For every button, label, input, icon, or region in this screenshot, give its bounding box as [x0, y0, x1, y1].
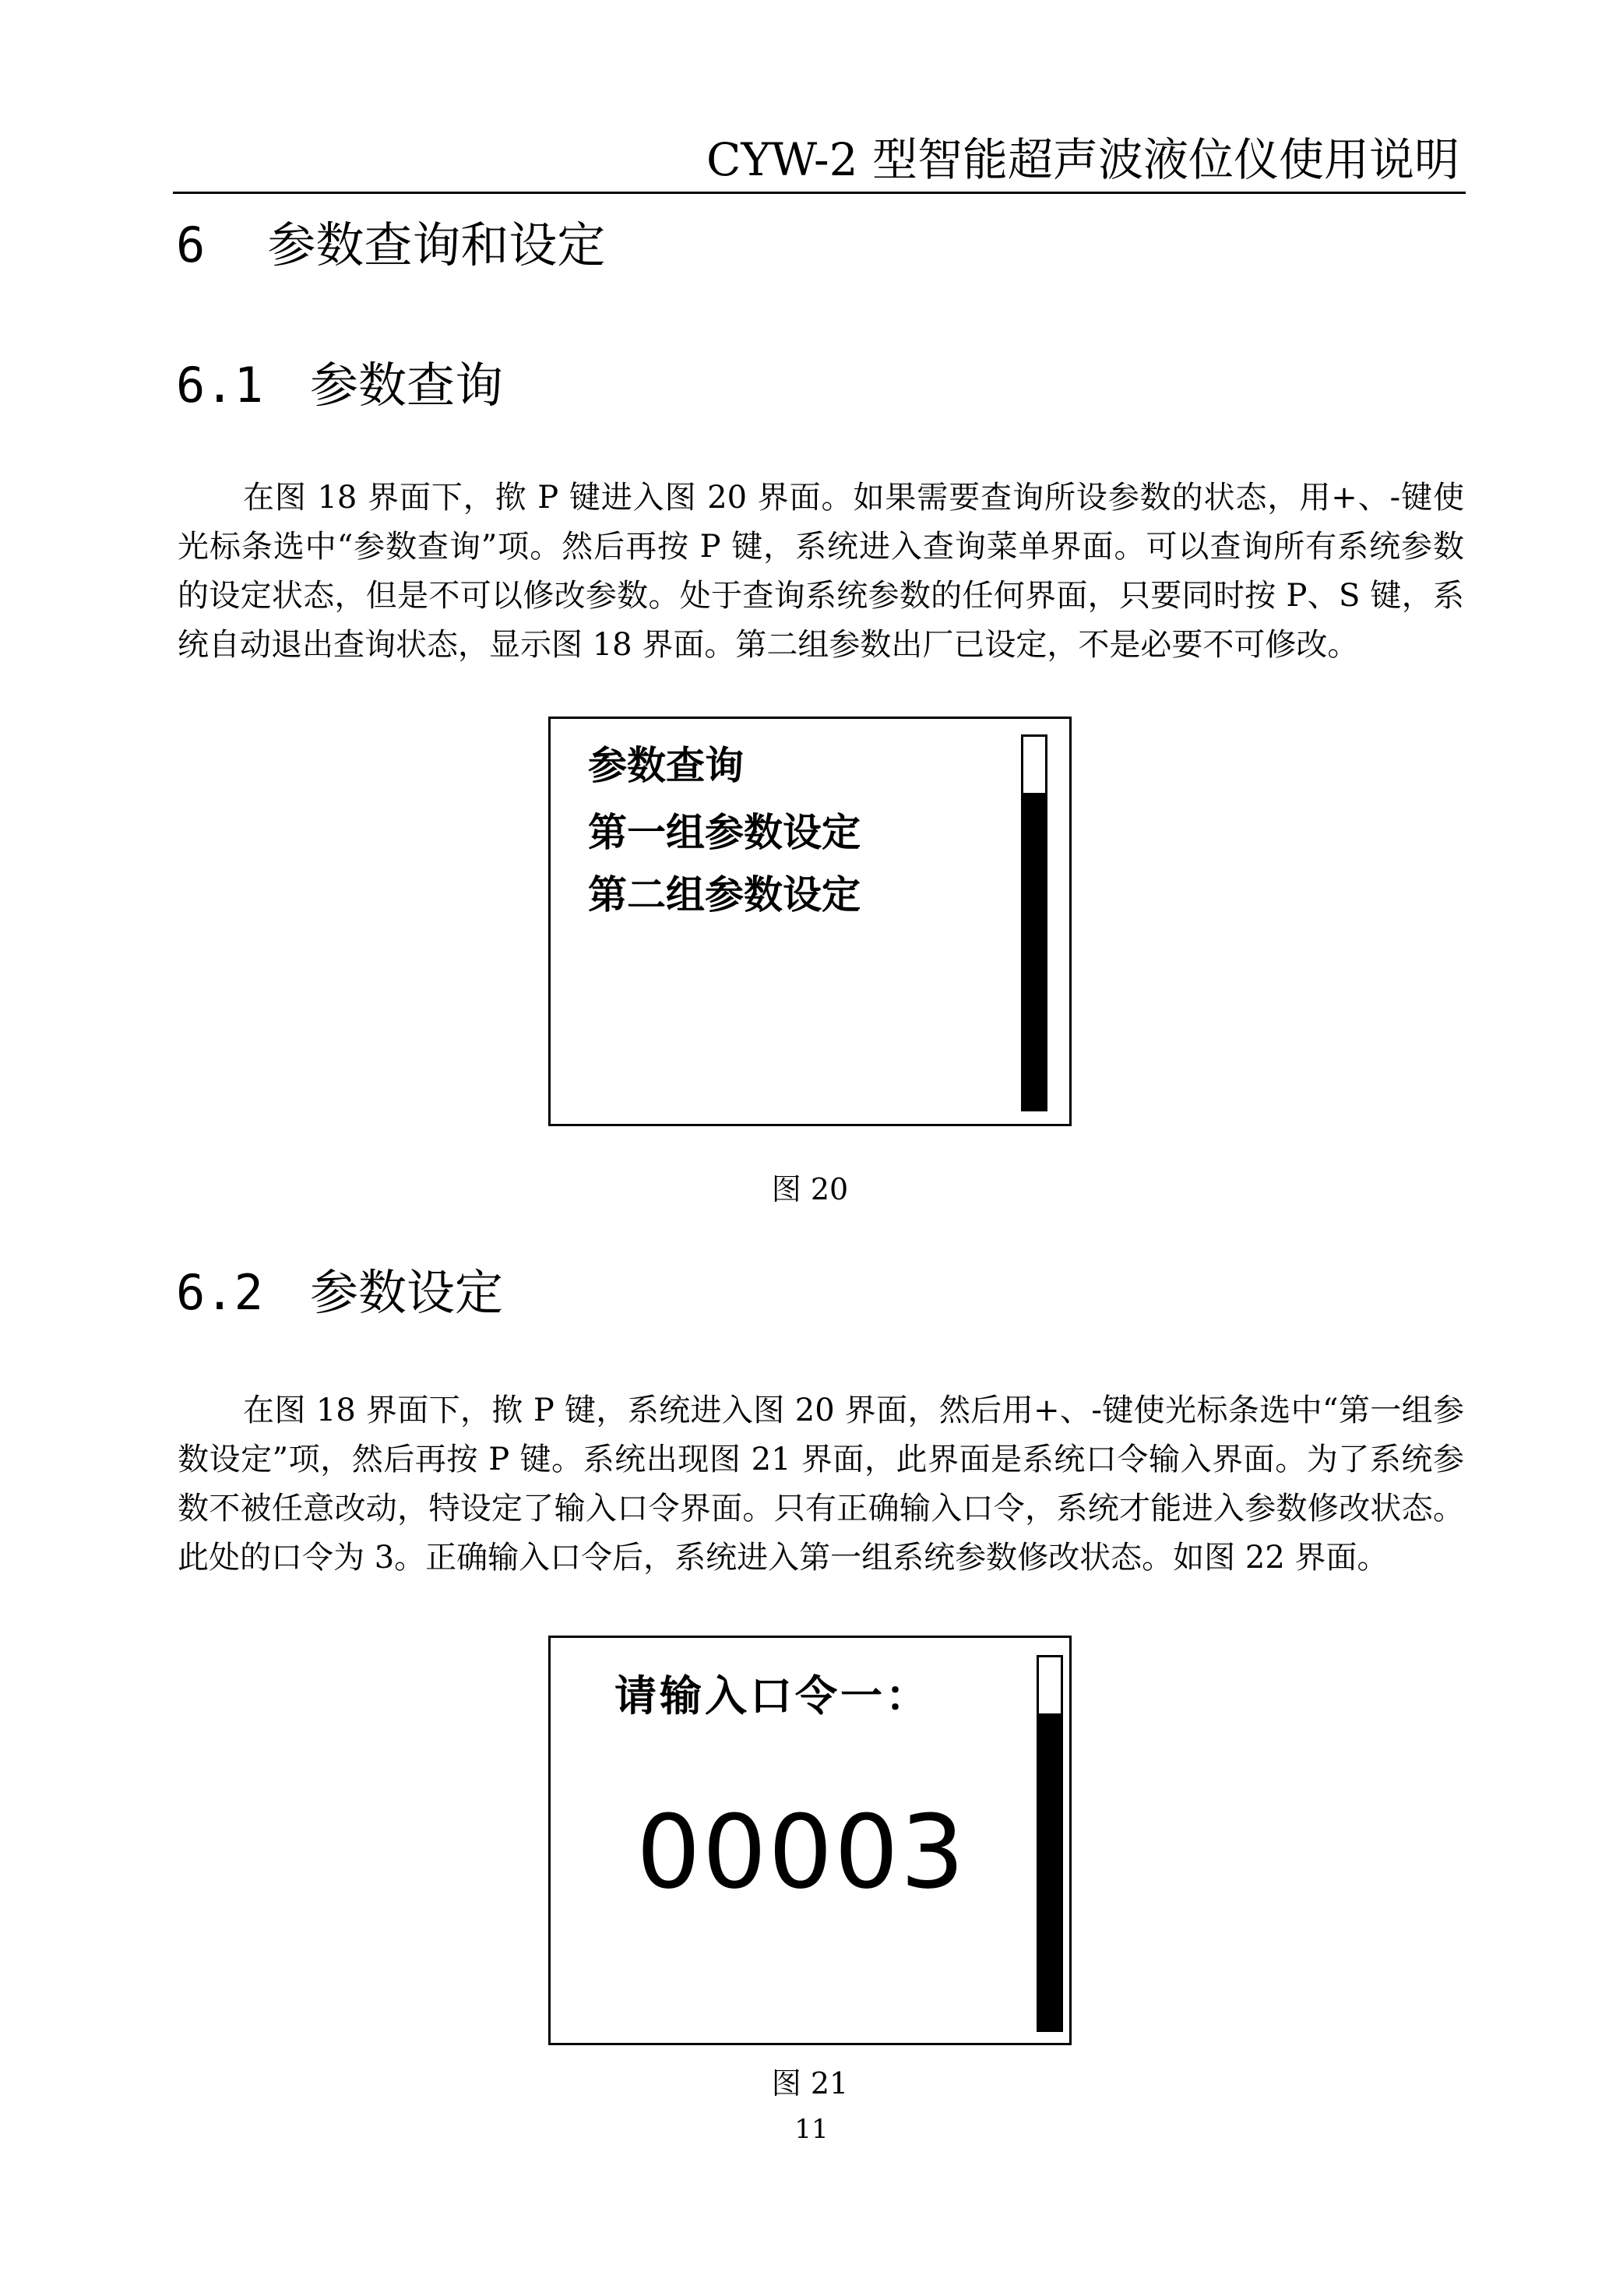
scroll-bar — [1037, 1655, 1063, 2032]
section-6-1-paragraph: 在图 18 界面下，揿 P 键进入图 20 界面。如果需要查询所设参数的状态，用+、-键使光标条选中“参数查询”项。然后再按 P 键，系统进入查询菜单界面。可以查询所有系统参数的设定状态，但是不可以修改参数。处于查询系统参数的任何界面，只要同时按 P、S 键，系统自动退出查询状态，显示图 18 界面。第二组参数出厂已设定，不是必要不可修改。 — [178, 480, 1464, 663]
figure-20-caption: 图 20 — [771, 1172, 849, 1206]
section-6-1-title: 参数查询 — [309, 357, 503, 414]
header-divider — [173, 192, 1466, 194]
scroll-bar-fill — [1023, 793, 1045, 1109]
figure-20-lcd-screen — [548, 717, 1072, 1126]
password-prompt: 请输入口令一： — [614, 1671, 931, 1720]
section-6-title: 参数查询和设定 — [267, 217, 606, 273]
menu-item-group1-settings: 第一组参数设定 — [588, 810, 861, 855]
section-6-1-heading — [176, 354, 503, 417]
section-6-2-title: 参数设定 — [309, 1264, 503, 1321]
section-6-2-heading — [176, 1262, 503, 1324]
section-6-1-number: 6.1 — [176, 357, 263, 414]
figure-21-caption: 图 21 — [771, 2066, 849, 2101]
figure-21-lcd-screen — [548, 1636, 1072, 2045]
section-6-number: 6 — [176, 217, 206, 273]
page-number: 11 — [794, 2114, 829, 2145]
section-6-2-paragraph: 在图 18 界面下，揿 P 键，系统进入图 20 界面，然后用+、-键使光标条选中“第一组参数设定”项，然后再按 P 键。系统出现图 21 界面，此界面是系统口令输入界面。为了系统参数不被任意改动，特设定了输入口令界面。只有正确输入口令，系统才能进入参数修改状态。此处的口令为 3。正确输入口令后，系统进入第一组系统参数修改状态。如图 22 界面。 — [178, 1393, 1464, 1576]
document-header-title: CYW-2 型智能超声波液位仪使用说明 — [706, 133, 1459, 186]
menu-item-group2-settings: 第二组参数设定 — [588, 872, 861, 917]
section-6-2-number: 6.2 — [176, 1264, 263, 1321]
scroll-bar — [1021, 734, 1047, 1111]
menu-item-parameter-query: 参数查询 — [588, 743, 744, 788]
section-6-heading — [176, 214, 605, 276]
password-code-display: 00003 — [636, 1793, 966, 1911]
scroll-bar-fill — [1039, 1713, 1061, 2030]
